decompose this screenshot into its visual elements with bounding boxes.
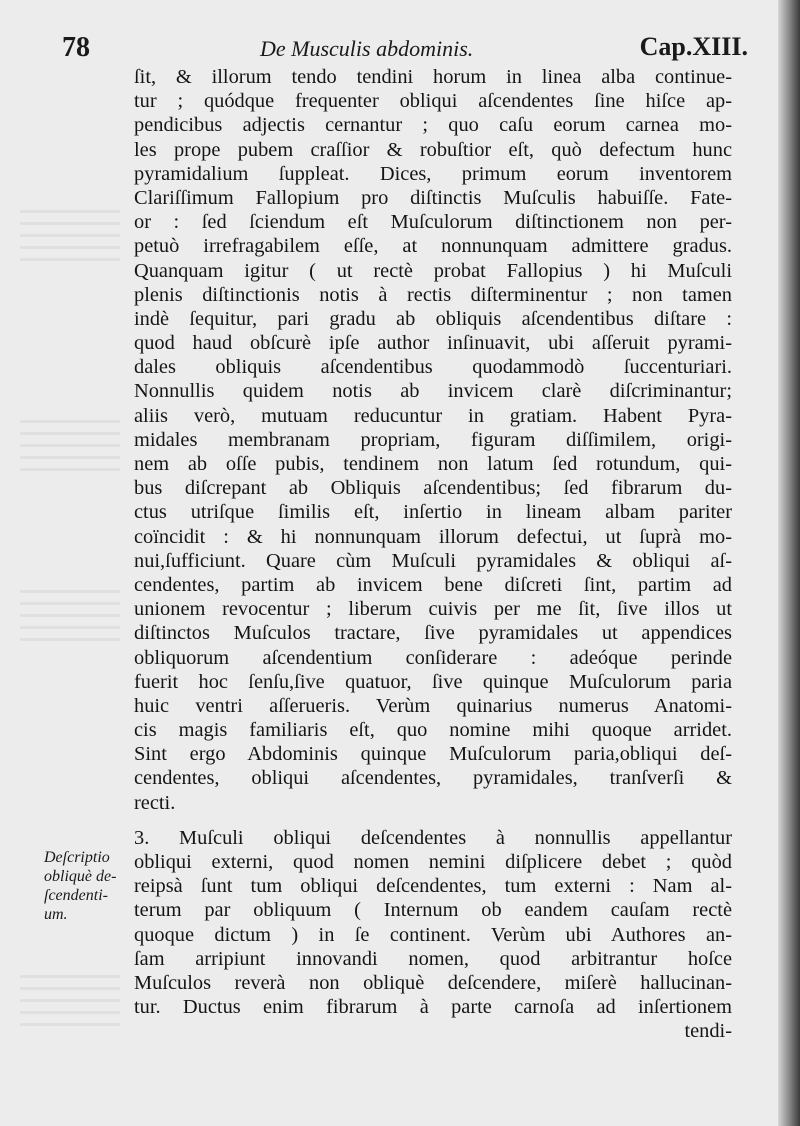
text-line: Nonnullis quidem notis ab invicem clarè diſcriminantur; (134, 380, 732, 403)
text-line: obliqui externi, quod nomen nemini diſplicere debet ; quòd (134, 851, 732, 873)
paragraph-gap (134, 815, 732, 826)
text-line: nui,ſufficiunt. Quare cùm Muſculi pyramidales & obliqui aſ- (134, 549, 732, 572)
text-line: pendicibus adjectis cernantur ; quo caſu eorum carnea mo- (134, 114, 732, 137)
text-line: quoque dictum ) in ſe continent. Verùm ubi Authores an- (134, 923, 732, 946)
text-line: cis magis familiaris eſt, quo nomine mihi quoque arridet. (134, 719, 732, 742)
margin-note-line: ſcendenti- (44, 887, 108, 904)
text-line: recti. (134, 791, 176, 814)
paragraph-1 (134, 65, 732, 815)
text-line: cendentes, obliqui aſcendentes, pyramidales, tranſverſi & (134, 767, 732, 790)
text-line: pyramidalium ſuppleat. Dices, primum eorum inventorem (134, 162, 732, 185)
text-line: nem ab oſſe pubis, tendinem non latum ſed rotundum, qui- (134, 453, 732, 475)
text-line: Quanquam igitur ( ut rectè probat Fallopius ) hi Muſculi (134, 259, 732, 282)
running-head (62, 30, 752, 64)
text-line: fuerit hoc ſenſu,ſive quatuor, ſive quinque Muſculorum paria (134, 670, 732, 693)
text-line: diſtinctos Muſculos tractare, ſive pyramidales ut appendices (134, 622, 732, 645)
text-line: huic ventri aſſerueris. Verùm quinarius numerus Anatomi- (134, 694, 732, 717)
text-line: cendentes, partim ab invicem bene diſcreti ſint, partim ad (134, 573, 732, 596)
text-line: or : ſed ſciendum eſt Muſculorum diſtinctionem non per- (134, 211, 732, 234)
catchword: tendi- (684, 1020, 732, 1043)
bleed-through-mark (20, 590, 120, 650)
text-line: ctus utriſque ſimilis eſt, inſertio in lineam albam pariter (134, 501, 732, 524)
text-line: ſam arripiunt innovandi nomen, quod arbitrantur hoſce (134, 947, 732, 970)
bleed-through-mark (20, 420, 120, 480)
bleed-through-mark (20, 210, 120, 270)
body-text (134, 65, 732, 1044)
text-line: unionem revocentur ; liberum cuivis per me ſit, ſive illos ut (134, 598, 732, 621)
text-line: bus diſcrepant ab Obliquis aſcendentibus; ſed fibrarum du- (134, 477, 732, 500)
text-line: terum par obliquum ( Internum ob eandem cauſam rectè (134, 899, 732, 922)
text-line: tur ; quódque frequenter obliqui aſcendentes ſine hiſce ap- (134, 90, 732, 113)
text-line: plenis diſtinctionis notis à rectis diſterminentur ; non tamen (134, 283, 732, 306)
text-line: quod haud obſcurè ipſe author inſinuavit, ubi aſſeruit pyrami- (134, 332, 732, 355)
text-line: coïncidit : & hi nonnunquam illorum defectui, ut ſuprà mo- (134, 525, 732, 548)
text-line: ſit, & illorum tendo tendini horum in linea alba continue- (134, 66, 732, 88)
text-line: Sint ergo Abdominis quinque Muſculorum paria,obliqui deſ- (134, 743, 732, 766)
text-line: midales membranam propriam, figuram diſſimilem, origi- (134, 428, 732, 451)
margin-note-line: Deſcriptio (44, 849, 110, 866)
text-line: indè ſequitur, pari gradu ab obliquis aſcendentibus diſtare : (134, 307, 732, 330)
text-line: Clariſſimum Fallopium pro diſtinctis Muſculis habuiſſe. Fate- (134, 186, 732, 209)
text-line: petuò irrefragabilem eſſe, at nonnunquam admittere gradus. (134, 235, 732, 258)
page-edge-shadow (778, 0, 800, 1126)
text-line: reipsà ſunt tum obliqui deſcendentes, tum externi : Nam al- (134, 875, 732, 898)
bleed-through-mark (20, 975, 120, 1035)
margin-note-line: um. (44, 906, 68, 923)
text-line: 3. Muſculi obliqui deſcendentes à nonnullis appellantur (134, 826, 732, 849)
text-line: tur. Ductus enim fibrarum à parte carnoſa ad inſertionem (134, 996, 732, 1019)
chapter-label: Cap.XIII. (639, 32, 748, 61)
margin-note-line: obliquè de- (44, 868, 117, 885)
text-line: Muſculos reverà non obliquè deſcendere, miſerè hallucinan- (134, 971, 732, 994)
text-line: les prope pubem craſſior & robuſtior eſt, quò defectum hunc (134, 138, 732, 161)
page-number: 78 (62, 32, 90, 63)
paragraph-2 (134, 826, 732, 1020)
text-line: dales obliquis aſcendentibus quodammodò ſuccenturiari. (134, 356, 732, 379)
text-line: aliis verò, mutuam reducuntur in gratiam. Habent Pyra- (134, 404, 732, 427)
page-title: De Musculis abdominis. (260, 36, 474, 61)
margin-note (44, 848, 128, 924)
text-line: obliquorum aſcendentium conſiderare : adeóque perinde (134, 646, 732, 669)
